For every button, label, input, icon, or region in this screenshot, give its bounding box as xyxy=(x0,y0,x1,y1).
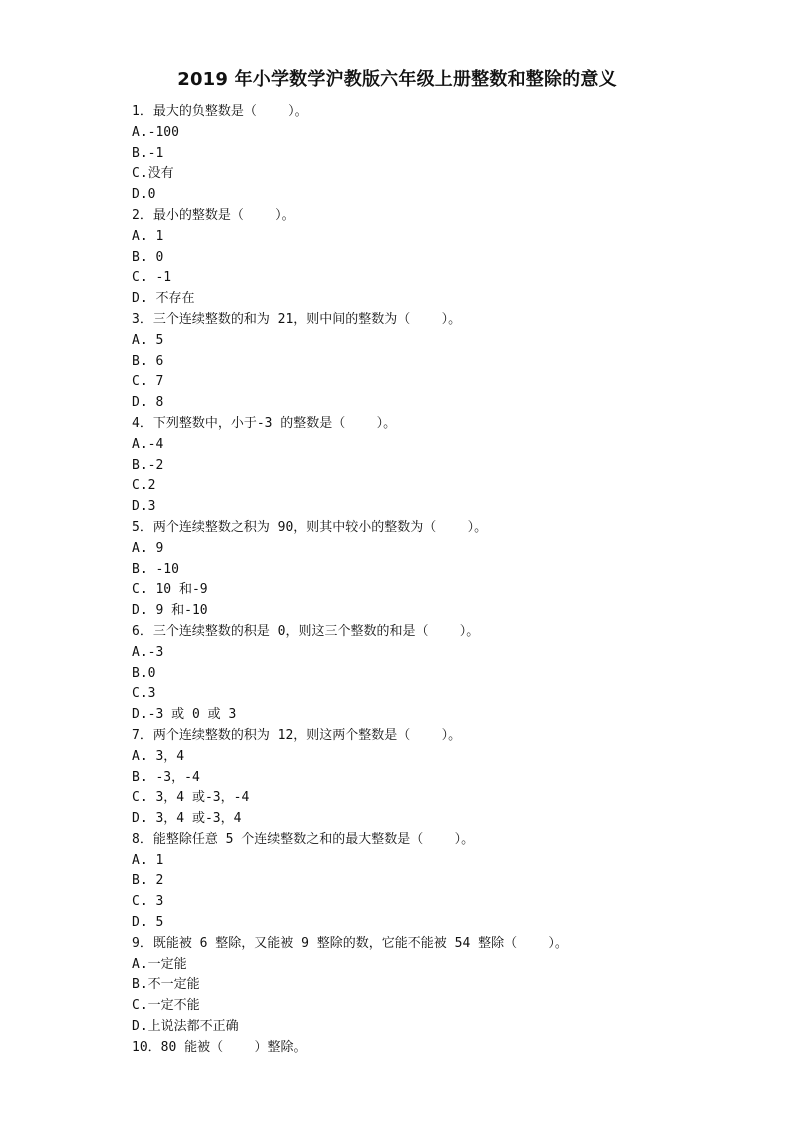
option-5c: C. 10 和-9 xyxy=(132,582,208,598)
option-2d: D. 不存在 xyxy=(132,291,195,307)
option-4c: C.2 xyxy=(132,478,156,494)
option-3c: C. 7 xyxy=(132,374,164,390)
page-title: 2019 年小学数学沪教版六年级上册整数和整除的意义 xyxy=(177,69,617,90)
option-1a: A.-100 xyxy=(132,124,179,140)
option-6d: D.-3 或 0 或 3 xyxy=(132,707,237,723)
question-3: 3．三个连续整数的和为 21，则中间的整数为（ ）。 xyxy=(132,311,462,327)
option-4a: A.-4 xyxy=(132,436,164,452)
question-4: 4．下列整数中，小于-3 的整数是（ ）。 xyxy=(132,415,397,431)
question-9: 9．既能被 6 整除，又能被 9 整除的数，它能不能被 54 整除（ ）。 xyxy=(132,935,568,951)
option-3b: B. 6 xyxy=(132,353,164,369)
option-7b: B. -3，-4 xyxy=(132,769,200,785)
option-1c: C.没有 xyxy=(132,166,174,182)
option-6c: C.3 xyxy=(132,686,156,702)
question-1: 1．最大的负整数是（ ）。 xyxy=(132,104,308,119)
option-5a: A. 9 xyxy=(132,540,164,556)
option-9c: C.一定不能 xyxy=(132,998,200,1014)
option-2a: A. 1 xyxy=(132,228,164,244)
option-9b: B.不一定能 xyxy=(132,977,200,993)
option-8a: A. 1 xyxy=(132,852,164,868)
option-2b: B. 0 xyxy=(132,249,164,265)
option-4d: D.3 xyxy=(132,499,156,515)
question-6: 6．三个连续整数的积是 0，则这三个整数的和是（ ）。 xyxy=(132,623,480,639)
option-8b: B. 2 xyxy=(132,873,164,889)
option-6a: A.-3 xyxy=(132,644,164,660)
question-5: 5．两个连续整数之积为 90，则其中较小的整数为（ ）。 xyxy=(132,519,488,535)
option-7a: A. 3，4 xyxy=(132,748,185,764)
option-8d: D. 5 xyxy=(132,915,164,931)
option-5d: D. 9 和-10 xyxy=(132,603,208,619)
option-3a: A. 5 xyxy=(132,332,164,348)
question-2: 2．最小的整数是（ ）。 xyxy=(132,207,295,223)
option-1d: D.0 xyxy=(132,187,156,203)
option-1b: B.-1 xyxy=(132,145,164,161)
option-8c: C. 3 xyxy=(132,894,164,910)
option-7d: D. 3，4 或-3，4 xyxy=(132,811,242,827)
option-9a: A.一定能 xyxy=(132,956,187,972)
option-9d: D.上说法都不正确 xyxy=(132,1019,239,1035)
question-list xyxy=(132,102,752,1059)
option-3d: D. 8 xyxy=(132,395,164,411)
question-8: 8．能整除任意 5 个连续整数之和的最大整数是（ ）。 xyxy=(132,831,475,847)
option-6b: B.0 xyxy=(132,665,156,681)
option-2c: C. -1 xyxy=(132,270,172,286)
option-7c: C. 3，4 或-3，-4 xyxy=(132,790,250,806)
question-7: 7．两个连续整数的积为 12，则这两个整数是（ ）。 xyxy=(132,727,462,743)
question-10: 10．80 能被（ ）整除。 xyxy=(132,1039,307,1055)
option-5b: B. -10 xyxy=(132,561,179,577)
option-4b: B.-2 xyxy=(132,457,164,473)
